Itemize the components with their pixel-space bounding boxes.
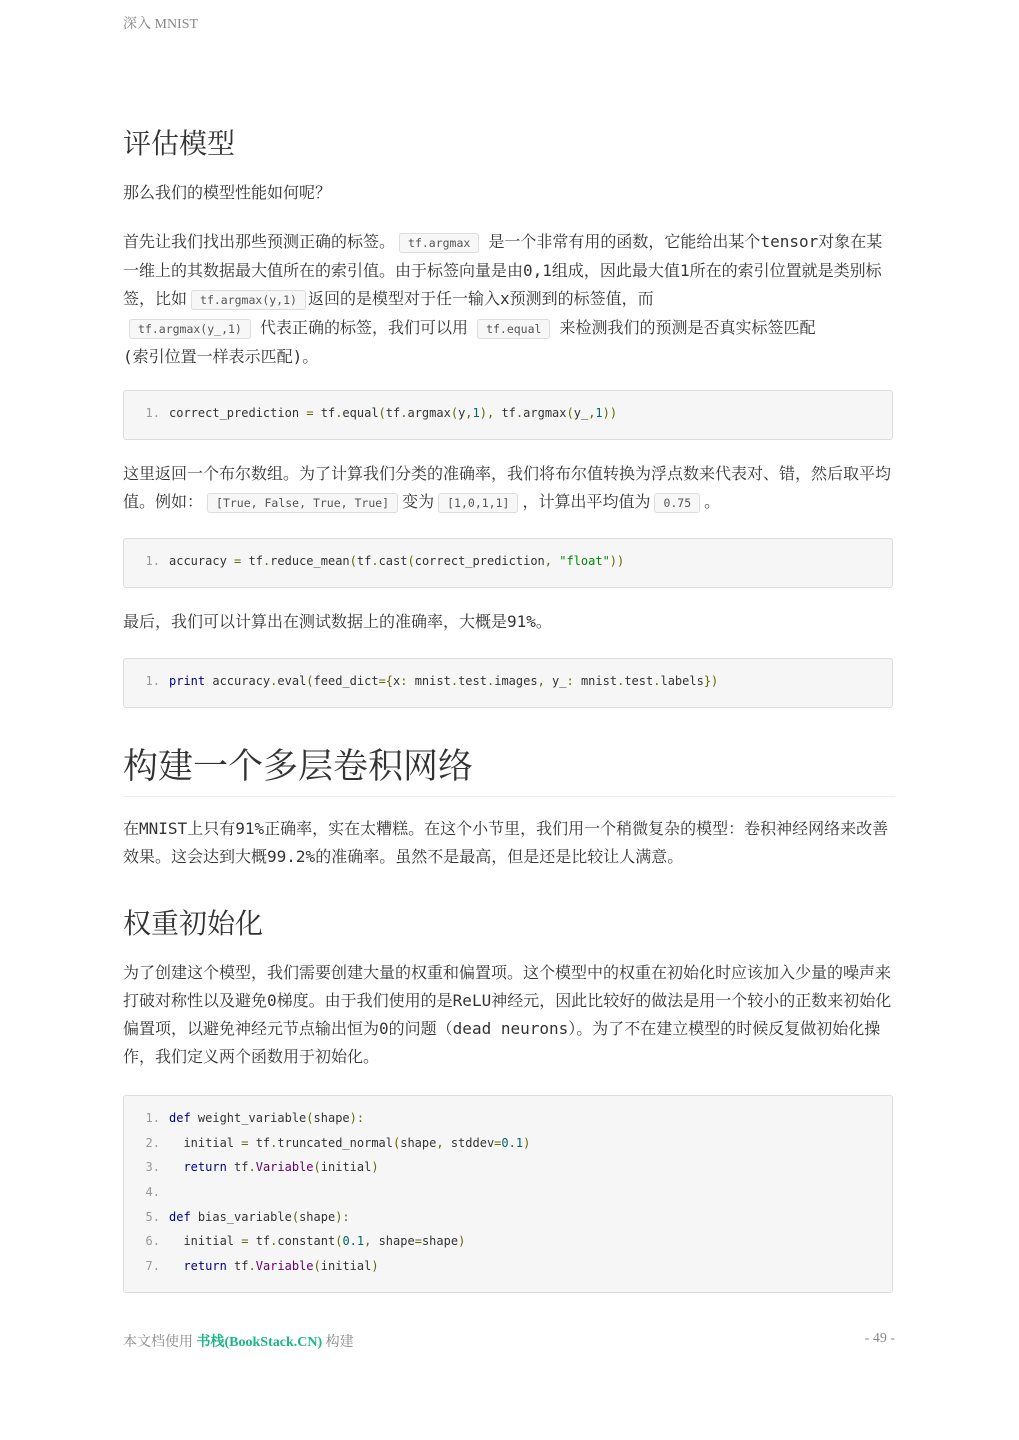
inline-code: tf.equal [477,319,550,339]
code-line: 1. def weight_variable(shape): [145,1111,365,1125]
paragraph-argmax: 首先让我们找出那些预测正确的标签。 tf.argmax 是一个非常有用的函数，它能给出某个tensor对象在某一维上的其数据最大值所在的索引值。由于标签向量是由0,1组成，因此最大值1所在的索引位置就是类别标签，比如 tf.argmax(y,1) 返回的是模型对于任一输入x预测到的标签值，而 tf.argmax(y_,1) 代表正确的标签，我们可以用 tf.equal 来检测我们的预测是否真实标签匹配 (索引位置一样表示匹配)。 [123,232,883,366]
code-line: 4. [145,1185,160,1200]
code-line: 7. return tf.Variable(initial) [145,1259,379,1274]
code-line: 5. def bias_variable(shape): [145,1209,350,1224]
paragraph-intro: 那么我们的模型性能如何呢？ [123,183,332,202]
running-header: 深入 MNIST [123,17,199,32]
footer-credit: 本文档使用 书栈(BookStack.CN) 构建 [123,1335,354,1350]
inline-code: tf.argmax(y_,1) [129,319,251,339]
inline-code: tf.argmax(y,1) [191,290,306,310]
code-line: 2. initial = tf.truncated_normal(shape, stddev=0.1) [145,1135,531,1150]
inline-code: [1,0,1,1] [438,493,518,513]
paragraph-cnn-intro: 在MNIST上只有91%正确率，实在太糟糕。在这个小节里，我们用一个稍微复杂的模型：卷积神经网络来改善效果。这会达到大概99.2%的准确率。虽然不是最高，但是还是比较让人满意。 [123,819,889,866]
heading-multilayer-cnn: 构建一个多层卷积网络 [123,747,474,787]
code-line: 1. accuracy = tf.reduce_mean(tf.cast(correct_prediction, "float")) [145,554,625,568]
code-block-correct-prediction [123,390,893,440]
page-number: - 49 - [864,1331,895,1346]
code-block-init-functions [123,1095,893,1293]
heading-weight-init: 权重初始化 [123,907,264,940]
paragraph-test-accuracy: 最后，我们可以计算出在测试数据上的准确率，大概是91%。 [123,612,552,631]
code-block-accuracy [123,538,893,588]
code-block-print-accuracy [123,658,893,708]
code-line: 1. correct_prediction = tf.equal(tf.argmax(y,1), tf.argmax(y_,1)) [145,406,618,420]
code-line: 1. print accuracy.eval(feed_dict={x: mnist.test.images, y_: mnist.test.labels}) [145,674,719,688]
heading-divider [123,796,895,797]
inline-code: [True, False, True, True] [207,493,398,513]
bookstack-link[interactable]: 书栈(BookStack.CN) [196,1335,323,1350]
code-line: 3. return tf.Variable(initial) [145,1160,379,1175]
paragraph-boolean: 这里返回一个布尔数组。为了计算我们分类的准确率，我们将布尔值转换为浮点数来代表对、错，然后取平均值。例如： [True, False, True, True] 变为 [1,0,1,1] ，计算出平均值为 0.75 。 [123,464,892,511]
paragraph-weight-init: 为了创建这个模型，我们需要创建大量的权重和偏置项。这个模型中的权重在初始化时应该加入少量的噪声来打破对称性以及避免0梯度。由于我们使用的是ReLU神经元，因此比较好的做法是用一个较小的正数来初始化偏置项，以避免神经元节点输出恒为0的问题（dead neurons）。为了不在建立模型的时候反复做初始化操作，我们定义两个函数用于初始化。 [123,963,892,1066]
inline-code: 0.75 [654,493,700,513]
inline-code: tf.argmax [399,233,479,253]
heading-eval-model: 评估模型 [123,127,236,160]
code-line: 6. initial = tf.constant(0.1, shape=shape) [145,1234,466,1249]
